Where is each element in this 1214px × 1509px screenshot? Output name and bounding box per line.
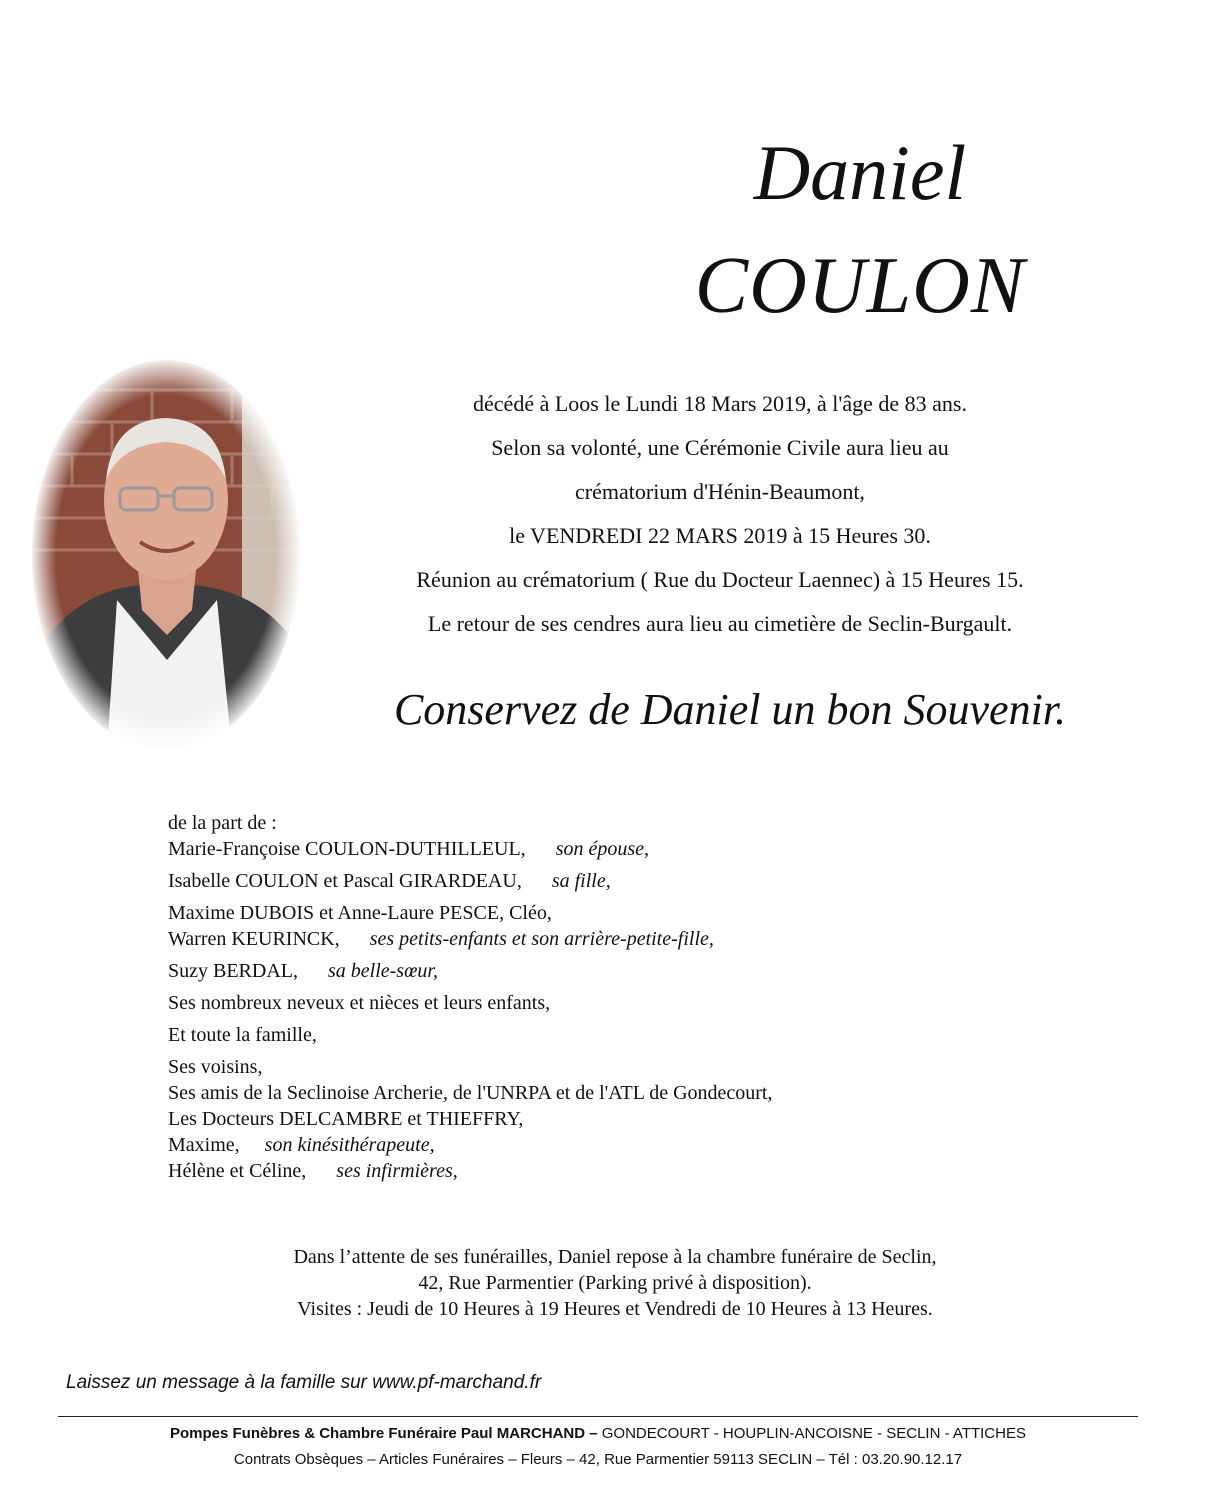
footer-company-line <box>58 1425 1138 1442</box>
family-entry-relation: son kinésithérapeute, <box>264 1134 435 1156</box>
family-entry-relation: ses infirmières, <box>336 1160 458 1182</box>
portrait-image <box>32 360 300 750</box>
family-entry <box>168 868 1068 894</box>
family-entry-relation: ses petits-enfants et son arrière-petite-fille, <box>369 928 714 950</box>
last-name: COULON <box>694 242 1026 330</box>
footer-locations: GONDECOURT - HOUPLIN-ANCOISNE - SECLIN - ATTICHES <box>597 1425 1026 1442</box>
family-entry-name: Marie-Françoise COULON-DUTHILLEUL, <box>168 838 526 860</box>
family-intro: de la part de : <box>168 812 277 834</box>
wake-line: 42, Rue Parmentier (Parking privé à disposition). <box>418 1272 812 1294</box>
family-entry <box>168 990 1068 1016</box>
announcement-line: Réunion au crématorium ( Rue du Docteur Laennec) à 15 Heures 15. <box>416 567 1024 592</box>
family-entry-relation: son épouse, <box>555 838 650 860</box>
family-list <box>168 810 1068 1184</box>
first-name: Daniel <box>753 129 967 216</box>
family-entry-name: Ses voisins, <box>168 1056 263 1078</box>
announcement-line: Selon sa volonté, une Cérémonie Civile aura lieu au <box>491 435 949 460</box>
family-entry-relation: sa belle-sœur, <box>328 960 438 982</box>
family-entry <box>168 836 1068 862</box>
family-entry <box>168 958 1068 984</box>
wake-details <box>200 1244 1030 1322</box>
family-entry-name: Ses nombreux neveux et nièces et leurs enfants, <box>168 992 551 1014</box>
wake-line: Dans l’attente de ses funérailles, Daniel repose à la chambre funéraire de Seclin, <box>293 1246 937 1268</box>
wake-line: Visites : Jeudi de 10 Heures à 19 Heures et Vendredi de 10 Heures à 13 Heures. <box>297 1298 933 1320</box>
footer-services: Contrats Obsèques – Articles Funéraires – Fleurs – 42, Rue Parmentier 59113 SECLIN – Tél : 03.20.90.12.17 <box>233 1451 963 1468</box>
family-entry-name: Warren KEURINCK, <box>168 928 340 950</box>
family-entry-name: Maxime, <box>168 1134 240 1156</box>
guestbook-message: Laissez un message à la famille sur www.pf-marchand.fr <box>66 1372 542 1393</box>
family-entry-name: Les Docteurs DELCAMBRE et THIEFFRY, <box>168 1108 524 1130</box>
family-entry-relation: sa fille, <box>551 870 611 892</box>
family-entry <box>168 1054 1068 1080</box>
tagline: Conservez de Daniel un bon Souvenir. <box>393 685 1067 734</box>
announcement-line: crématorium d'Hénin-Beaumont, <box>575 479 865 504</box>
family-entry <box>168 1158 1068 1184</box>
family-entry-name: Ses amis de la Seclinoise Archerie, de l'UNRPA et de l'ATL de Gondecourt, <box>168 1082 773 1104</box>
family-entry <box>168 1022 1068 1048</box>
family-entry <box>168 926 1068 952</box>
family-entry <box>168 1106 1068 1132</box>
family-entry <box>168 1132 1068 1158</box>
portrait-photo <box>32 360 300 750</box>
announcement-line: le VENDREDI 22 MARS 2019 à 15 Heures 30. <box>509 523 931 548</box>
footer-company: Pompes Funèbres & Chambre Funéraire Paul MARCHAND – <box>170 1425 598 1442</box>
family-entry-name: Maxime DUBOIS et Anne-Laure PESCE, Cléo, <box>168 902 552 924</box>
family-entry <box>168 900 1068 926</box>
announcement-line: Le retour de ses cendres aura lieu au cimetière de Seclin-Burgault. <box>427 611 1013 636</box>
family-entry <box>168 1080 1068 1106</box>
family-entry-name: Et toute la famille, <box>168 1024 317 1046</box>
family-entry-name: Suzy BERDAL, <box>168 960 298 982</box>
footer-divider <box>58 1416 1138 1417</box>
family-entry-name: Isabelle COULON et Pascal GIRARDEAU, <box>168 870 522 892</box>
family-entry-name: Hélène et Céline, <box>168 1160 307 1182</box>
announcement-block <box>320 382 1120 646</box>
announcement-line: décédé à Loos le Lundi 18 Mars 2019, à l'âge de 83 ans. <box>473 391 967 416</box>
